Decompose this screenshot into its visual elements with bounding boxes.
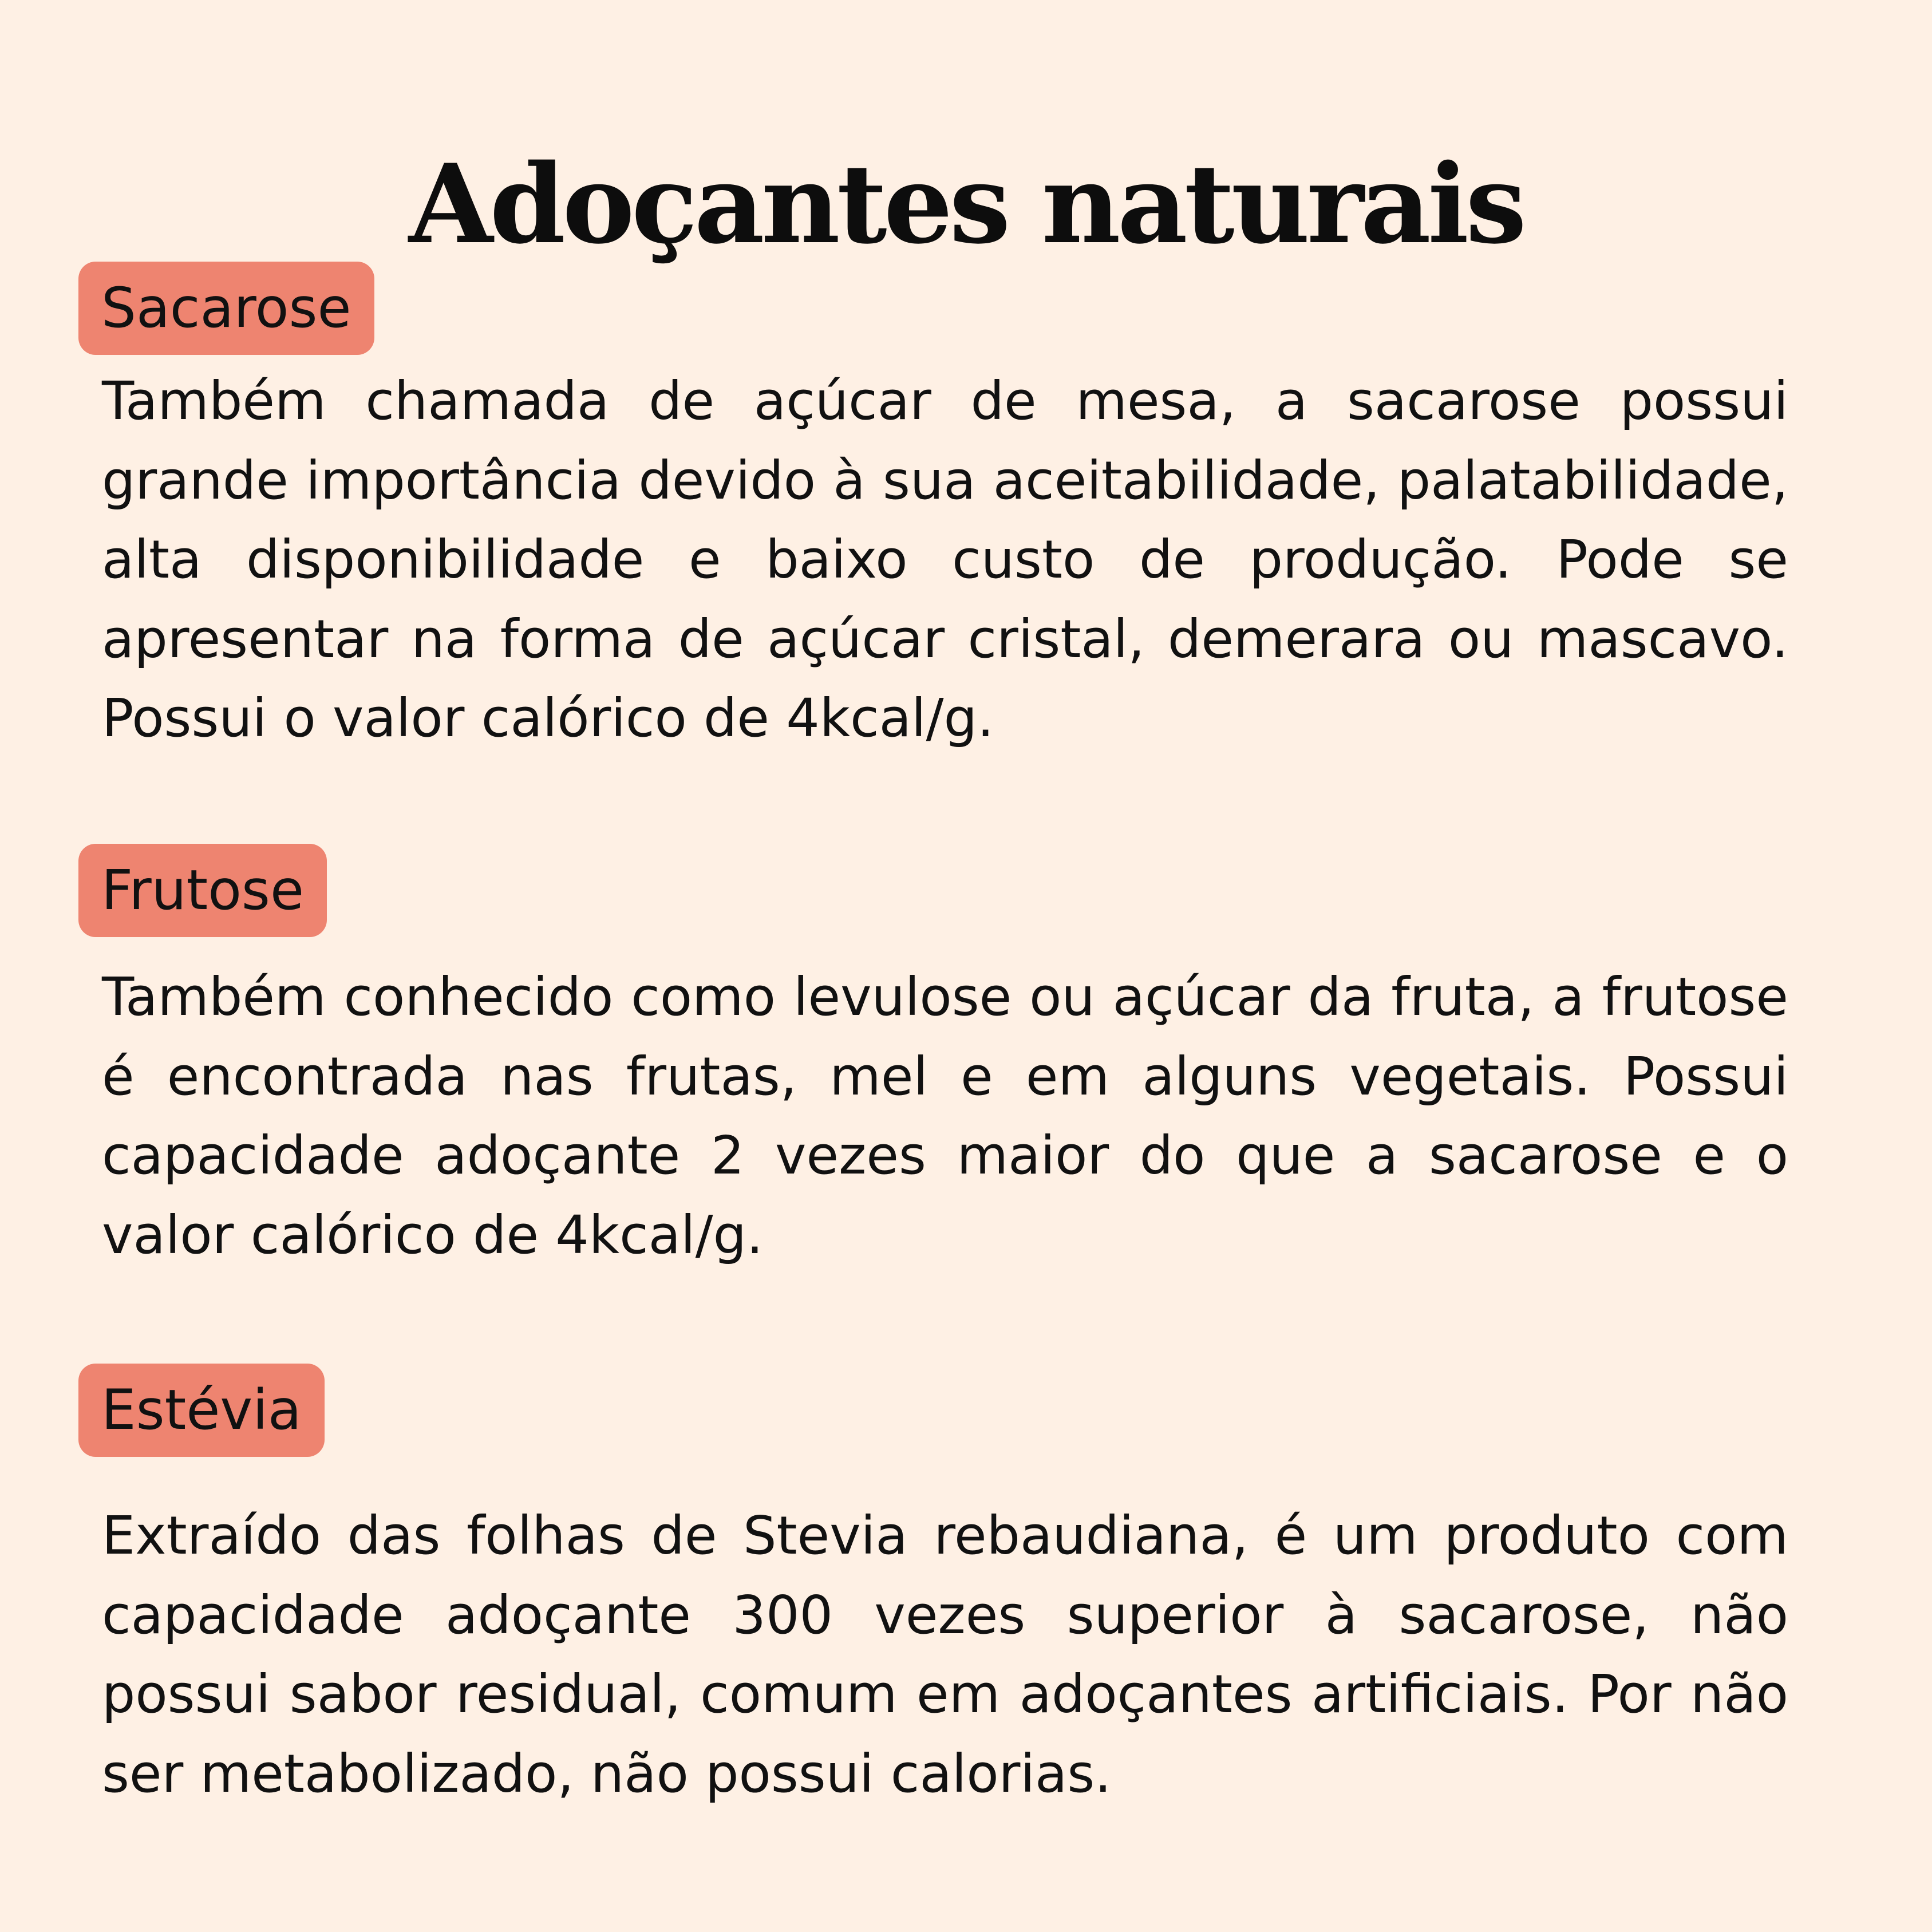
section-label-frutose: Frutose	[78, 844, 327, 937]
section-text-frutose: Também conhecido como levulose ou açúcar da fruta, a frutose é encontrada nas frutas, mel e em alguns vegetais. Possui capacidade adoçante 2 vezes maior do que a sacarose e o valor calórico de 4kcal/g.	[102, 966, 1788, 1266]
section-label-estevia: Estévia	[78, 1364, 325, 1457]
section-text-estevia: Extraído das folhas de Stevia rebaudiana, é um produto com capacidade adoçante 300 vezes superior à sacarose, não possui sabor residual, comum em adoçantes artificiais. Por não ser metabolizado, não possui calorias.	[102, 1505, 1788, 1804]
section-text-sacarose: Também chamada de açúcar de mesa, a sacarose possui grande importância devido à sua aceitabilidade, palatabilidade, alta disponibilidade e baixo custo de produção. Pode se apresentar na forma de açúcar cristal, demerara ou mascavo. Possui o valor calórico de 4kcal/g.	[102, 370, 1788, 749]
page-title: Adoçantes naturais	[408, 140, 1524, 268]
section-label-sacarose: Sacarose	[78, 262, 374, 355]
